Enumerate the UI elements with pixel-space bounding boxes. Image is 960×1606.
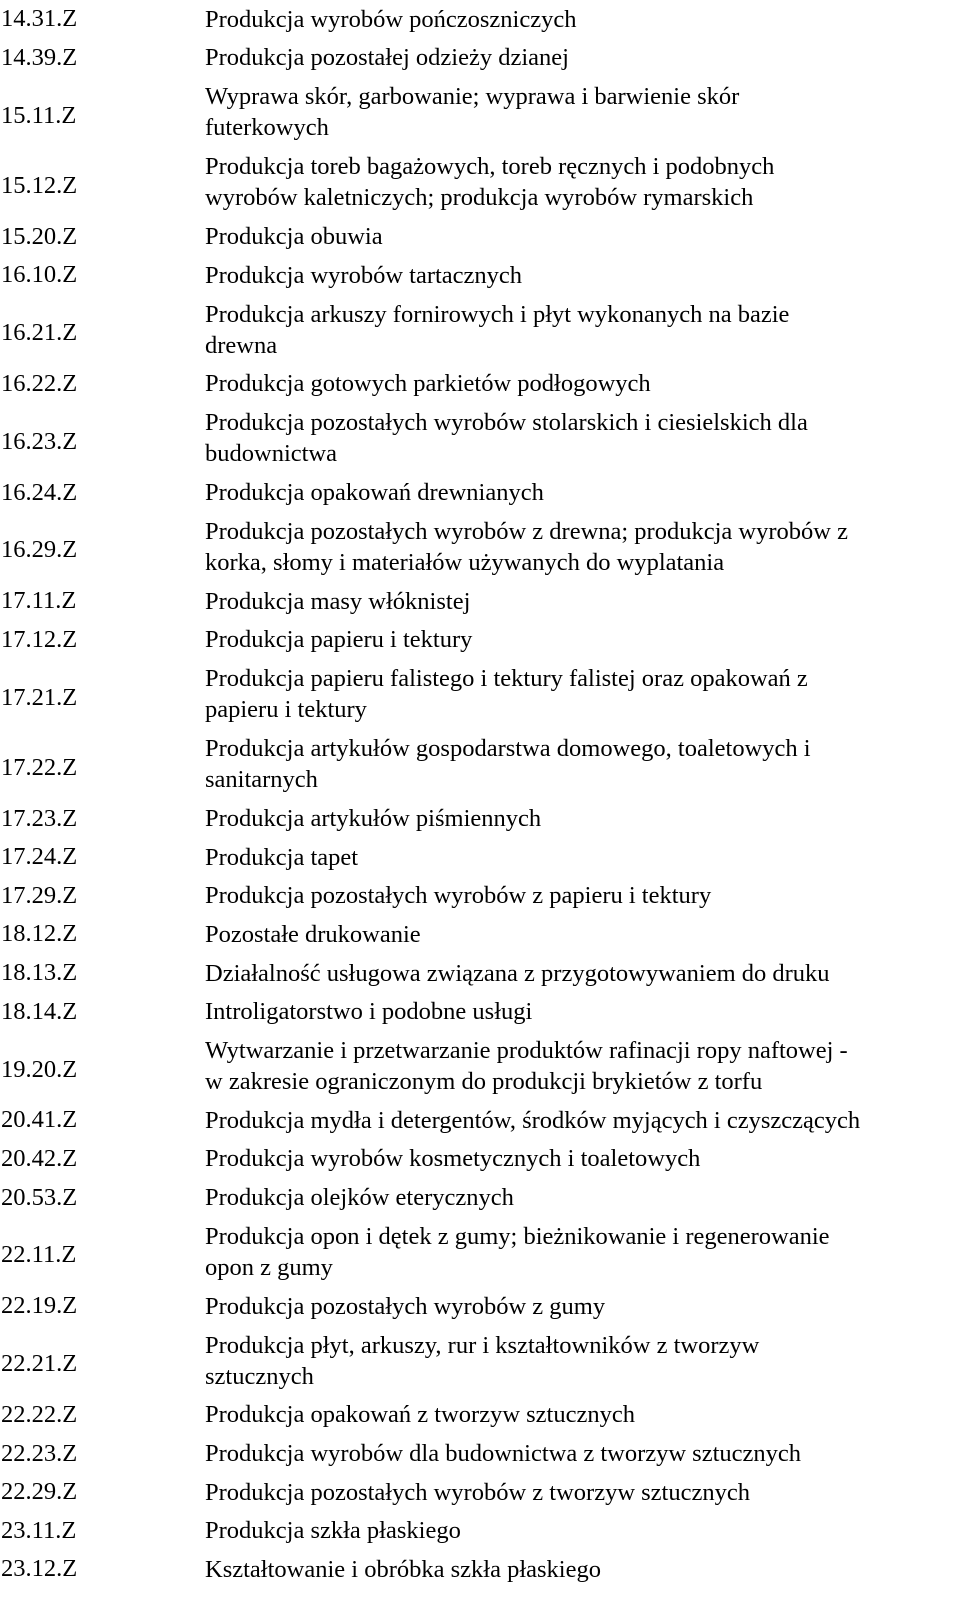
- activity-description: Pozostałe drukowanie: [205, 920, 421, 948]
- table-row: [0, 403, 960, 473]
- table-row: [0, 1511, 960, 1550]
- activity-code: 17.23.Z: [1, 804, 78, 832]
- table-row: [0, 0, 960, 39]
- table-row: [0, 1140, 960, 1179]
- table-row: [0, 1396, 960, 1435]
- table-row: [0, 365, 960, 404]
- activity-description: Produkcja artykułów gospodarstwa domowego, toaletowych i sanitarnych: [205, 735, 811, 794]
- table-row: [0, 729, 960, 799]
- table-row: [0, 1101, 960, 1140]
- activity-code: 22.21.Z: [1, 1350, 78, 1378]
- activity-code: 22.19.Z: [1, 1292, 78, 1320]
- activity-description: Wytwarzanie i przetwarzanie produktów rafinacji ropy naftowej - w zakresie ograniczonym do produkcji brykietów z torfu: [205, 1037, 848, 1096]
- table-row: [0, 992, 960, 1031]
- activity-description: Produkcja szkła płaskiego: [205, 1517, 461, 1545]
- activity-code: 17.21.Z: [1, 683, 78, 711]
- table-row: [0, 1031, 960, 1101]
- table-row: [0, 659, 960, 729]
- activity-code: 20.42.Z: [1, 1144, 78, 1172]
- activity-code: 23.11.Z: [1, 1516, 77, 1544]
- activity-description: Działalność usługowa związana z przygotowywaniem do druku: [205, 959, 830, 987]
- activity-description: Produkcja wyrobów pończoszniczych: [205, 5, 577, 33]
- activity-description: Produkcja pozostałych wyrobów z papieru i tektury: [205, 882, 712, 910]
- activity-code: 16.21.Z: [1, 319, 78, 347]
- table-row: [0, 1473, 960, 1512]
- activity-description: Produkcja pozostałych wyrobów stolarskich i ciesielskich dla budownictwa: [205, 409, 808, 468]
- table-row: [0, 1287, 960, 1326]
- activity-description: Produkcja opon i dętek z gumy; bieżnikowanie i regenerowanie opon z gumy: [205, 1222, 830, 1281]
- table-row: [0, 1326, 960, 1396]
- activity-code: 22.11.Z: [1, 1241, 77, 1269]
- table-row: [0, 77, 960, 147]
- table-row: [0, 915, 960, 954]
- activity-code: 14.39.Z: [1, 43, 78, 71]
- activity-code: 16.23.Z: [1, 427, 78, 455]
- table-row: [0, 1217, 960, 1287]
- activity-description: Produkcja płyt, arkuszy, rur i kształtowników z tworzyw sztucznych: [205, 1331, 760, 1390]
- table-row: [0, 295, 960, 365]
- activity-code: 20.53.Z: [1, 1183, 78, 1211]
- activity-description: Produkcja toreb bagażowych, toreb ręcznych i podobnych wyrobów kaletniczych; produkcja wyrobów rymarskich: [205, 153, 775, 212]
- activity-code: 16.10.Z: [1, 261, 78, 289]
- activity-code: 17.22.Z: [1, 753, 78, 781]
- table-row: [0, 39, 960, 78]
- activity-description: Produkcja gotowych parkietów podłogowych: [205, 370, 651, 398]
- table-row: [0, 147, 960, 217]
- table-row: [0, 1550, 960, 1589]
- activity-code: 15.11.Z: [1, 101, 77, 129]
- activity-description: Produkcja pozostałych wyrobów z gumy: [205, 1292, 606, 1320]
- activity-code: 16.24.Z: [1, 478, 78, 506]
- table-row: [0, 877, 960, 916]
- activity-code: 15.20.Z: [1, 222, 78, 250]
- activity-description: Produkcja tapet: [205, 843, 359, 871]
- activity-code: 18.13.Z: [1, 959, 78, 987]
- activity-description: Kształtowanie i obróbka szkła płaskiego: [205, 1555, 601, 1583]
- activity-description: Introligatorstwo i podobne usługi: [205, 998, 533, 1026]
- activity-code: 17.12.Z: [1, 625, 78, 653]
- activity-code: 16.22.Z: [1, 369, 78, 397]
- activity-code: 14.31.Z: [1, 5, 78, 33]
- activity-code: 20.41.Z: [1, 1106, 78, 1134]
- activity-code: 22.29.Z: [1, 1478, 78, 1506]
- table-row: [0, 473, 960, 512]
- table-row: [0, 1434, 960, 1473]
- table-row: [0, 838, 960, 877]
- activity-code: 15.12.Z: [1, 171, 78, 199]
- activity-description: Produkcja opakowań z tworzyw sztucznych: [205, 1401, 635, 1429]
- table-row: [0, 582, 960, 621]
- activity-code: 23.12.Z: [1, 1555, 78, 1583]
- activity-code: 18.12.Z: [1, 920, 78, 948]
- activity-description: Produkcja pozostałych wyrobów z tworzyw sztucznych: [205, 1478, 750, 1506]
- activity-description: Produkcja opakowań drewnianych: [205, 479, 544, 507]
- activity-description: Produkcja arkuszy fornirowych i płyt wykonanych na bazie drewna: [205, 300, 790, 359]
- activity-code: 22.22.Z: [1, 1400, 78, 1428]
- activity-description: Produkcja artykułów piśmiennych: [205, 805, 542, 833]
- activity-description: Produkcja wyrobów kosmetycznych i toaletowych: [205, 1145, 701, 1173]
- table-row: [0, 256, 960, 295]
- table-row: [0, 799, 960, 838]
- activity-description: Produkcja wyrobów tartacznych: [205, 261, 523, 289]
- activity-code: 17.29.Z: [1, 881, 78, 909]
- activity-code: 17.11.Z: [1, 587, 77, 615]
- activity-code: 18.14.Z: [1, 997, 78, 1025]
- table-row: [0, 512, 960, 582]
- activity-description: Produkcja obuwia: [205, 223, 383, 251]
- table-row: [0, 217, 960, 256]
- activity-description: Produkcja pozostałej odzieży dzianej: [205, 44, 569, 72]
- activity-code: 19.20.Z: [1, 1055, 78, 1083]
- activity-code: 22.23.Z: [1, 1439, 78, 1467]
- activity-description: Produkcja papieru falistego i tektury falistej oraz opakowań z papieru i tektury: [205, 665, 808, 724]
- table-row: [0, 954, 960, 993]
- table-row: [0, 621, 960, 660]
- activity-description: Produkcja masy włóknistej: [205, 587, 471, 615]
- activity-description: Produkcja pozostałych wyrobów z drewna; produkcja wyrobów z korka, słomy i materiałów używanych do wyplatania: [205, 517, 848, 576]
- activity-code: 16.29.Z: [1, 536, 78, 564]
- activity-description: Produkcja wyrobów dla budownictwa z tworzyw sztucznych: [205, 1440, 802, 1468]
- activity-code: 17.24.Z: [1, 843, 78, 871]
- table-row: [0, 1178, 960, 1217]
- activity-description: Produkcja papieru i tektury: [205, 626, 473, 654]
- activity-description: Wyprawa skór, garbowanie; wyprawa i barwienie skór futerkowych: [205, 83, 740, 142]
- activity-description: Produkcja olejków eterycznych: [205, 1184, 514, 1212]
- activity-description: Produkcja mydła i detergentów, środków myjących i czyszczących: [205, 1106, 861, 1134]
